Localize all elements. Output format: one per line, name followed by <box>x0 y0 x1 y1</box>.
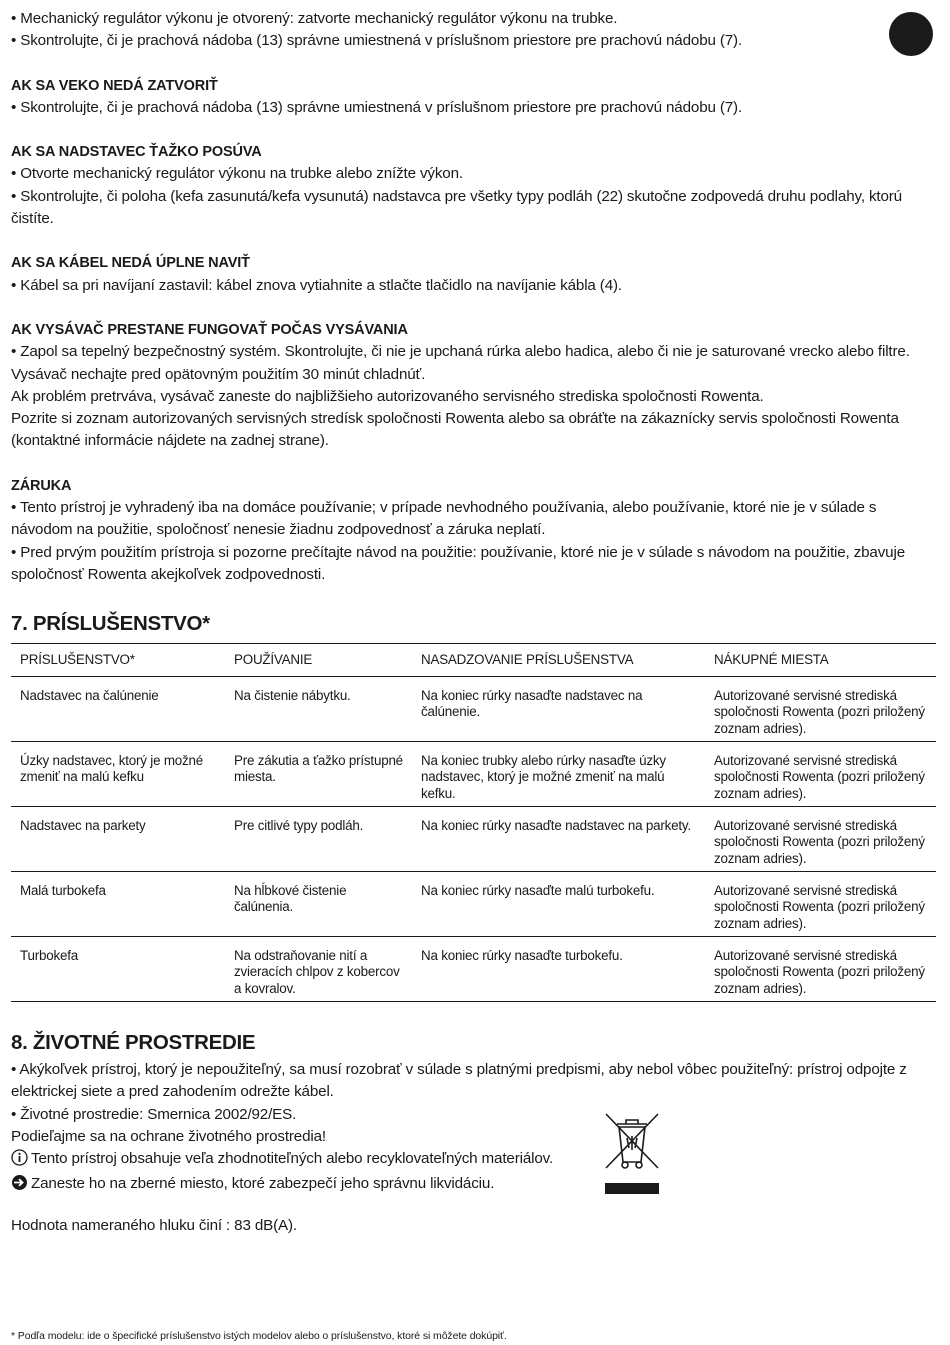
table-cell: Autorizované servisné strediská spoločnosti Rowenta (pozri priložený zoznam adries). <box>705 872 936 937</box>
table-cell: Turbokefa <box>11 937 225 1002</box>
stops-heading: AK VYSÁVAČ PRESTANE FUNGOVAŤ POČAS VYSÁVANIA <box>11 321 408 338</box>
table-cell: Pre zákutia a ťažko prístupné miesta. <box>225 742 412 807</box>
table-row <box>11 742 936 807</box>
accessories-title: 7. PRÍSLUŠENSTVO* <box>11 612 210 635</box>
stops-line: • Zapol sa tepelný bezpečnostný systém. Skontrolujte, či nie je upchaná rúrka alebo hadica, alebo či nie je saturované vrecko alebo filtre. Vysávač nechajte pred opätovným použitím 30 minút chladnúť. <box>11 343 910 383</box>
table-cell: Na koniec trubky alebo rúrky nasaďte úzky nadstavec, ktorý je možné zmeniť na malú kefku. <box>412 742 705 807</box>
stops-line: Ak problém pretrváva, vysávač zaneste do najbližšieho autorizovaného servisného strediska spoločnosti Rowenta. <box>11 387 764 405</box>
environment-line: • Životné prostredie: Smernica 2002/92/ES. <box>11 1105 297 1123</box>
table-row <box>11 872 936 937</box>
collection-line <box>11 1173 931 1198</box>
table-cell: Autorizované servisné strediská spoločnosti Rowenta (pozri priložený zoznam adries). <box>705 937 936 1002</box>
table-cell: Pre citlivé typy podláh. <box>225 807 412 872</box>
intro-line: • Skontrolujte, či je prachová nádoba (13) správne umiestnená v príslušnom priestore pre prachovú nádobu (7). <box>11 32 743 50</box>
table-cell: Úzky nadstavec, ktorý je možné zmeniť na malú kefku <box>11 742 225 807</box>
table-row <box>11 677 936 742</box>
table-cell: Autorizované servisné strediská spoločnosti Rowenta (pozri priložený zoznam adries). <box>705 677 936 742</box>
table-cell: Nadstavec na čalúnenie <box>11 677 225 742</box>
lid-heading: AK SA VEKO NEDÁ ZATVORIŤ <box>11 77 218 94</box>
column-header: NÁKUPNÉ MIESTA <box>705 644 936 677</box>
table-cell: Na koniec rúrky nasaďte nadstavec na parkety. <box>412 807 705 872</box>
arrow-right-icon <box>11 1174 28 1198</box>
accessories-table <box>11 643 936 1002</box>
column-header: POUŽÍVANIE <box>225 644 412 677</box>
environment-line: • Akýkoľvek prístroj, ktorý je nepoužiteľný, sa musí rozobrať v súlade s platnými predpismi, aby nebol vôbec použiteľný: prístroj odpojte z elektrickej siete a pred zahodením odrežte kábel. <box>11 1061 907 1101</box>
table-cell: Na hĺbkové čistenie čalúnenia. <box>225 872 412 937</box>
table-cell: Na odstraňovanie nití a zvieracích chlpov z kobercov a kovralov. <box>225 937 412 1002</box>
warranty-heading: ZÁRUKA <box>11 477 72 494</box>
nozzle-line: • Otvorte mechanický regulátor výkonu na trubke alebo znížte výkon. <box>11 165 463 183</box>
cable-line: • Kábel sa pri navíjaní zastavil: kábel znova vytiahnite a stlačte tlačidlo na navíjanie kábla (4). <box>11 276 622 294</box>
recyclable-text: Tento prístroj obsahuje veľa zhodnotiteľných alebo recyklovateľných materiálov. <box>31 1150 554 1168</box>
troubleshooting-section <box>11 8 939 586</box>
stops-line: Pozrite si zoznam autorizovaných servisných stredísk spoločnosti Rowenta alebo sa obráťte na zákaznícky servis spoločnosti Rowenta (kontaktné informácie nájdete na zadnej strane). <box>11 410 899 450</box>
table-cell: Na čistenie nábytku. <box>225 677 412 742</box>
lid-line: • Skontrolujte, či je prachová nádoba (13) správne umiestnená v príslušnom priestore pre prachovú nádobu (7). <box>11 98 743 116</box>
table-cell: Autorizované servisné strediská spoločnosti Rowenta (pozri priložený zoznam adries). <box>705 807 936 872</box>
nozzle-line: • Skontrolujte, či poloha (kefa zasunutá/kefa vysunutá) nadstavca pre všetky typy podláh (22) skutočne zodpovedá druhu podlahy, ktorú čistíte. <box>11 187 902 228</box>
intro-line: • Mechanický regulátor výkonu je otvorený: zatvorte mechanický regulátor výkonu na trubke. <box>11 10 618 27</box>
cable-heading: AK SA KÁBEL NEDÁ ÚPLNE NAVIŤ <box>11 255 250 272</box>
environment-line: Podieľajme sa na ochrane životného prostredia! <box>11 1127 326 1145</box>
noise-level-text: Hodnota nameraného hluku činí : 83 dB(A). <box>11 1217 297 1234</box>
table-cell: Autorizované servisné strediská spoločnosti Rowenta (pozri priložený zoznam adries). <box>705 742 936 807</box>
environment-title: 8. ŽIVOTNÉ PROSTREDIE <box>11 1031 256 1054</box>
table-cell: Malá turbokefa <box>11 872 225 937</box>
table-row <box>11 937 936 1002</box>
environment-section <box>11 1059 931 1199</box>
table-cell: Na koniec rúrky nasaďte malú turbokefu. <box>412 872 705 937</box>
warranty-line: • Tento prístroj je vyhradený iba na domáce používanie; v prípade nevhodného používania, alebo používanie, ktoré nie je v súlade s návodom na použitie, spoločnosť nenesie žiadnu zodpovednosť a záruka neplatí. <box>11 499 877 539</box>
column-header: NASADZOVANIE PRÍSLUŠENSTVA <box>412 644 705 677</box>
info-circle-icon <box>11 1149 28 1173</box>
collection-text: Zaneste ho na zberné miesto, ktoré zabezpečí jeho správnu likvidáciu. <box>31 1175 495 1193</box>
footnote: * Podľa modelu: ide o špecifické príslušenstvo istých modelov alebo o príslušenstvo, ktoré si môžete dokúpiť. <box>11 1330 507 1342</box>
table-cell: Nadstavec na parkety <box>11 807 225 872</box>
column-header: PRÍSLUŠENSTVO* <box>11 644 225 677</box>
table-row <box>11 807 936 872</box>
table-cell: Na koniec rúrky nasaďte turbokefu. <box>412 937 705 1002</box>
crossed-out-wheelie-bin-icon <box>604 1112 660 1196</box>
table-cell: Na koniec rúrky nasaďte nadstavec na čalúnenie. <box>412 677 705 742</box>
recyclable-line <box>11 1148 931 1173</box>
table-header-row <box>11 644 936 677</box>
nozzle-heading: AK SA NADSTAVEC ŤAŽKO POSÚVA <box>11 144 262 161</box>
warranty-line: • Pred prvým použitím prístroja si pozorne prečítajte návod na použitie: používanie, ktoré nie je v súlade s návodom na použitie, zbavuje spoločnosť Rowenta akejkoľvek zodpovednosti. <box>11 543 905 583</box>
